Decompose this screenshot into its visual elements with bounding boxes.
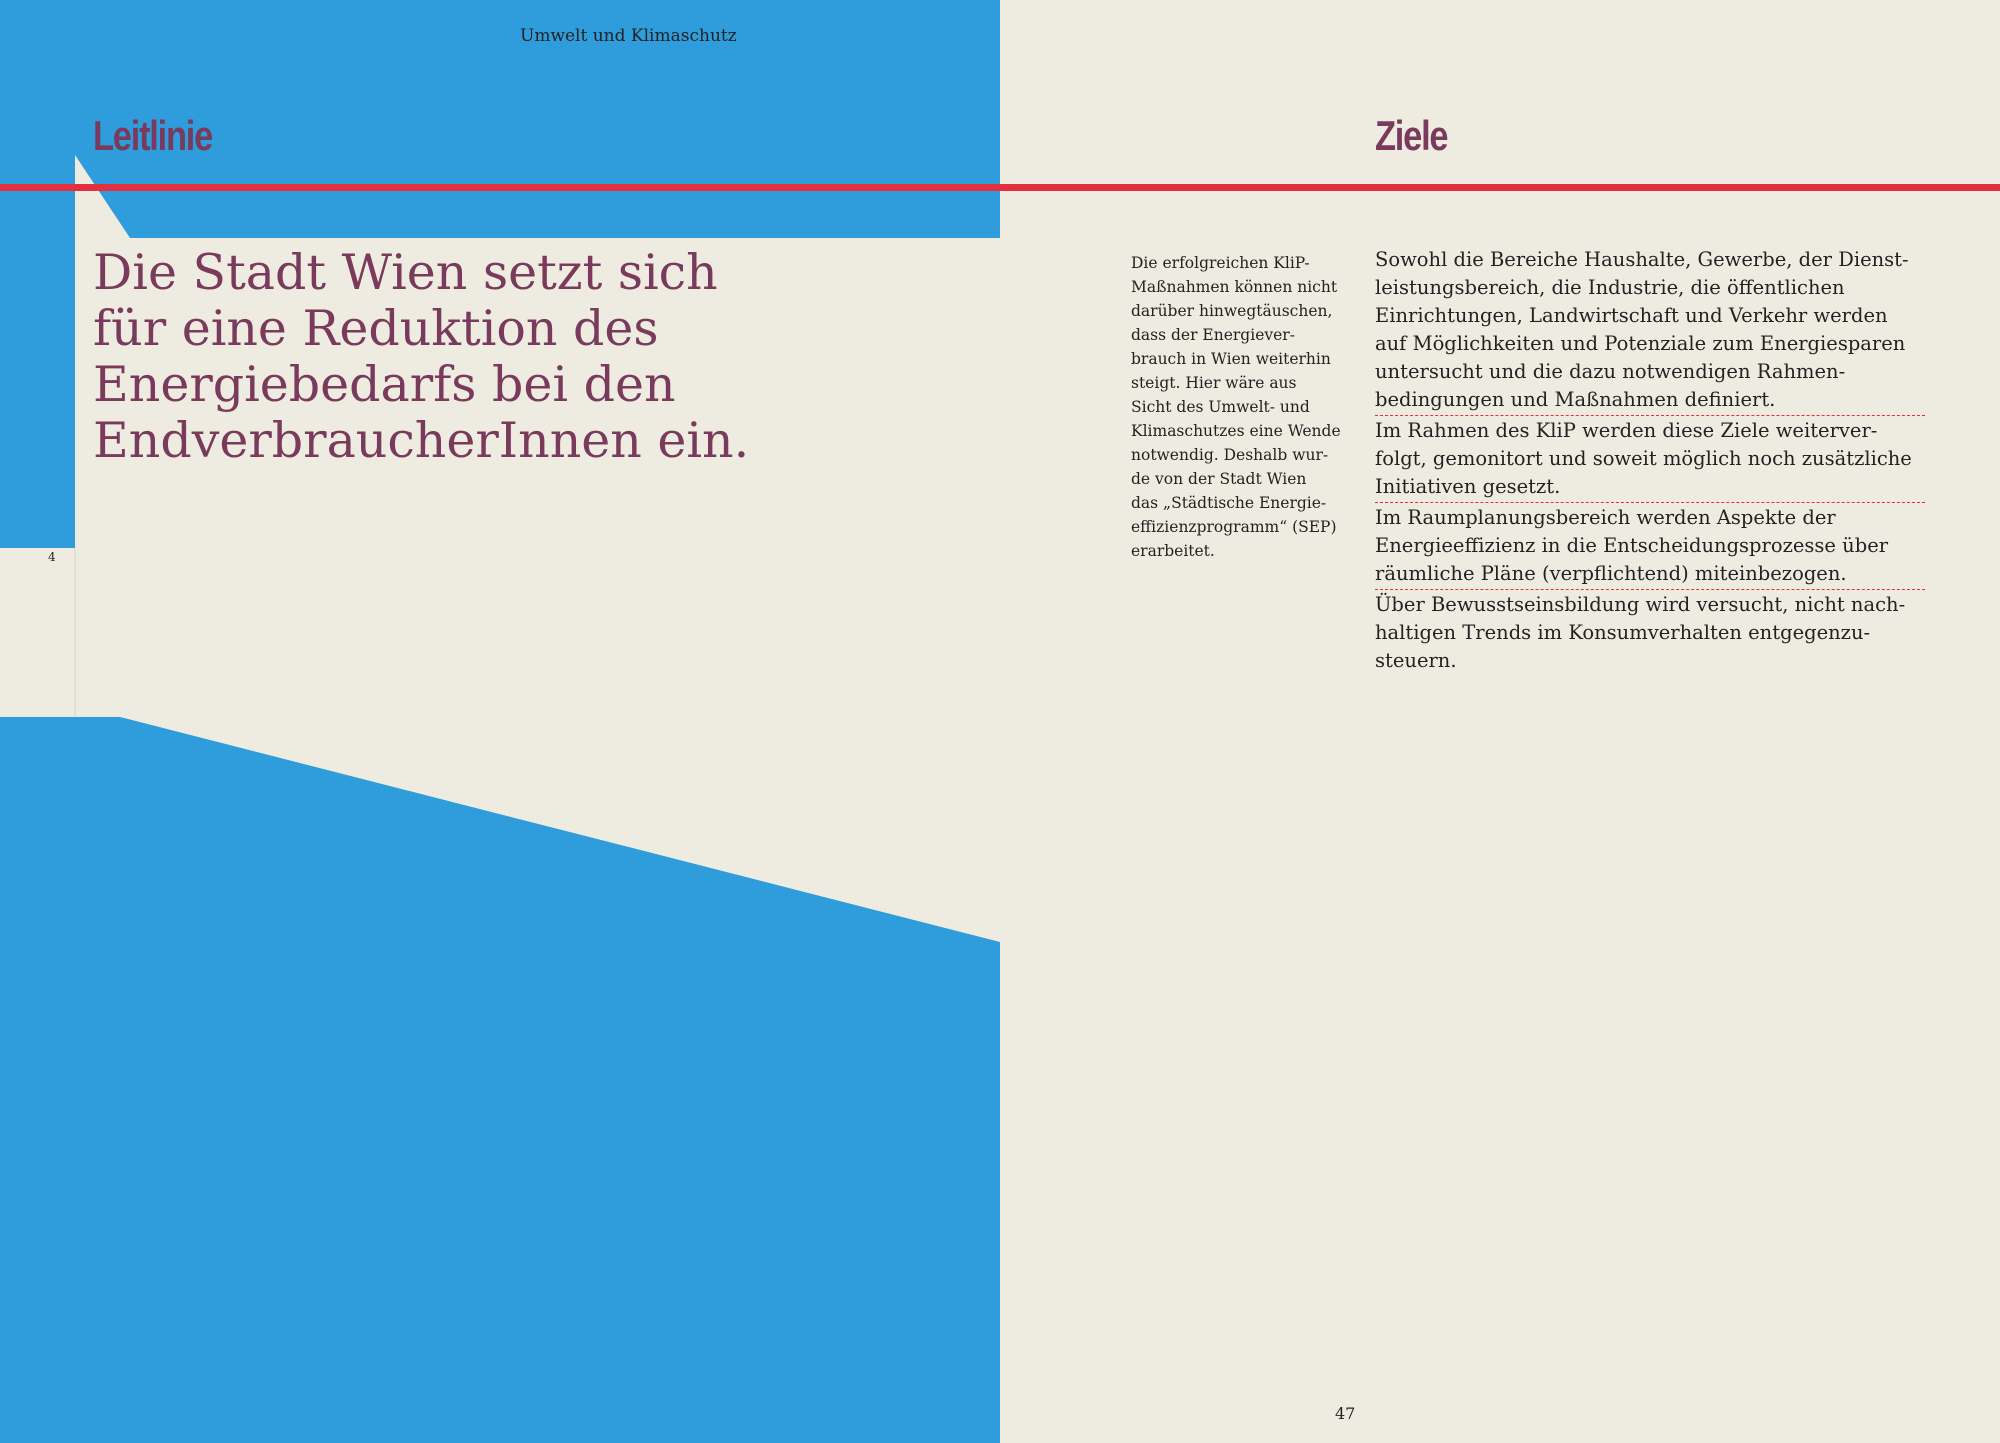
- leitlinie-title: Leitlinie: [93, 112, 213, 159]
- right-page: [1000, 0, 2000, 1443]
- goal-item: [1375, 417, 1925, 503]
- sidenote-line: Die erfolgreichen KliP-: [1131, 254, 1310, 272]
- red-rule: [0, 184, 2000, 191]
- goal-item: [1375, 504, 1925, 590]
- sidenote-line: steigt. Hier wäre aus: [1131, 374, 1297, 392]
- page-number-right: 47: [1335, 1404, 1356, 1423]
- goal-item: [1375, 246, 1925, 416]
- sidenote-line: Sicht des Umwelt- und: [1131, 398, 1310, 416]
- quote-line: für eine Reduktion des: [93, 300, 659, 357]
- goal-line: untersucht und die dazu notwendigen Rahmen-: [1375, 360, 1846, 383]
- sidenote-line: darüber hinwegtäuschen,: [1131, 302, 1333, 320]
- goal-line: Sowohl die Bereiche Haushalte, Gewerbe, der Dienst-: [1375, 248, 1909, 271]
- goals-list: [1375, 246, 1925, 677]
- page-number-left: 4: [48, 550, 56, 564]
- sidenote-line: effizienzprogramm“ (SEP): [1131, 518, 1337, 536]
- goal-line: räumliche Pläne (verpflichtend) miteinbezogen.: [1375, 562, 1847, 585]
- sidenote-line: brauch in Wien weiterhin: [1131, 350, 1331, 368]
- sidenote-line: Klimaschutzes eine Wende: [1131, 422, 1341, 440]
- goal-line: Einrichtungen, Landwirtschaft und Verkehr werden: [1375, 304, 1888, 327]
- goal-line: Im Rahmen des KliP werden diese Ziele weiterver-: [1375, 419, 1878, 442]
- ziele-title: Ziele: [1375, 112, 1448, 159]
- sidenote-line: dass der Energiever-: [1131, 326, 1295, 344]
- goal-line: bedingungen und Maßnahmen definiert.: [1375, 388, 1776, 411]
- quote-line: Die Stadt Wien setzt sich: [93, 244, 718, 301]
- guideline-quote: [93, 245, 813, 469]
- goal-line: folgt, gemonitort und soweit möglich noch zusätzliche: [1375, 447, 1912, 470]
- quote-line: EndverbraucherInnen ein.: [93, 412, 750, 469]
- goal-line: auf Möglichkeiten und Potenziale zum Energiesparen: [1375, 332, 1906, 355]
- goal-line: Initiativen gesetzt.: [1375, 475, 1561, 498]
- running-head: Umwelt und Klimaschutz: [520, 26, 737, 46]
- sidenote: [1131, 251, 1381, 563]
- goal-line: Im Raumplanungsbereich werden Aspekte der: [1375, 506, 1836, 529]
- goal-line: Über Bewusstseinsbildung wird versucht, nicht nach-: [1375, 593, 1906, 616]
- sidenote-line: das „Städtische Energie-: [1131, 494, 1327, 512]
- sidenote-line: notwendig. Deshalb wur-: [1131, 446, 1329, 464]
- goal-line: leistungsbereich, die Industrie, die öffentlichen: [1375, 276, 1845, 299]
- goal-item: [1375, 591, 1925, 676]
- sidenote-line: de von der Stadt Wien: [1131, 470, 1307, 488]
- goal-line: steuern.: [1375, 649, 1457, 672]
- goal-line: haltigen Trends im Konsumverhalten entgegenzu-: [1375, 621, 1871, 644]
- sidenote-line: Maßnahmen können nicht: [1131, 278, 1338, 296]
- goal-line: Energieeffizienz in die Entscheidungsprozesse über: [1375, 534, 1889, 557]
- quote-line: Energiebedarfs bei den: [93, 356, 676, 413]
- sidenote-line: erarbeitet.: [1131, 542, 1215, 560]
